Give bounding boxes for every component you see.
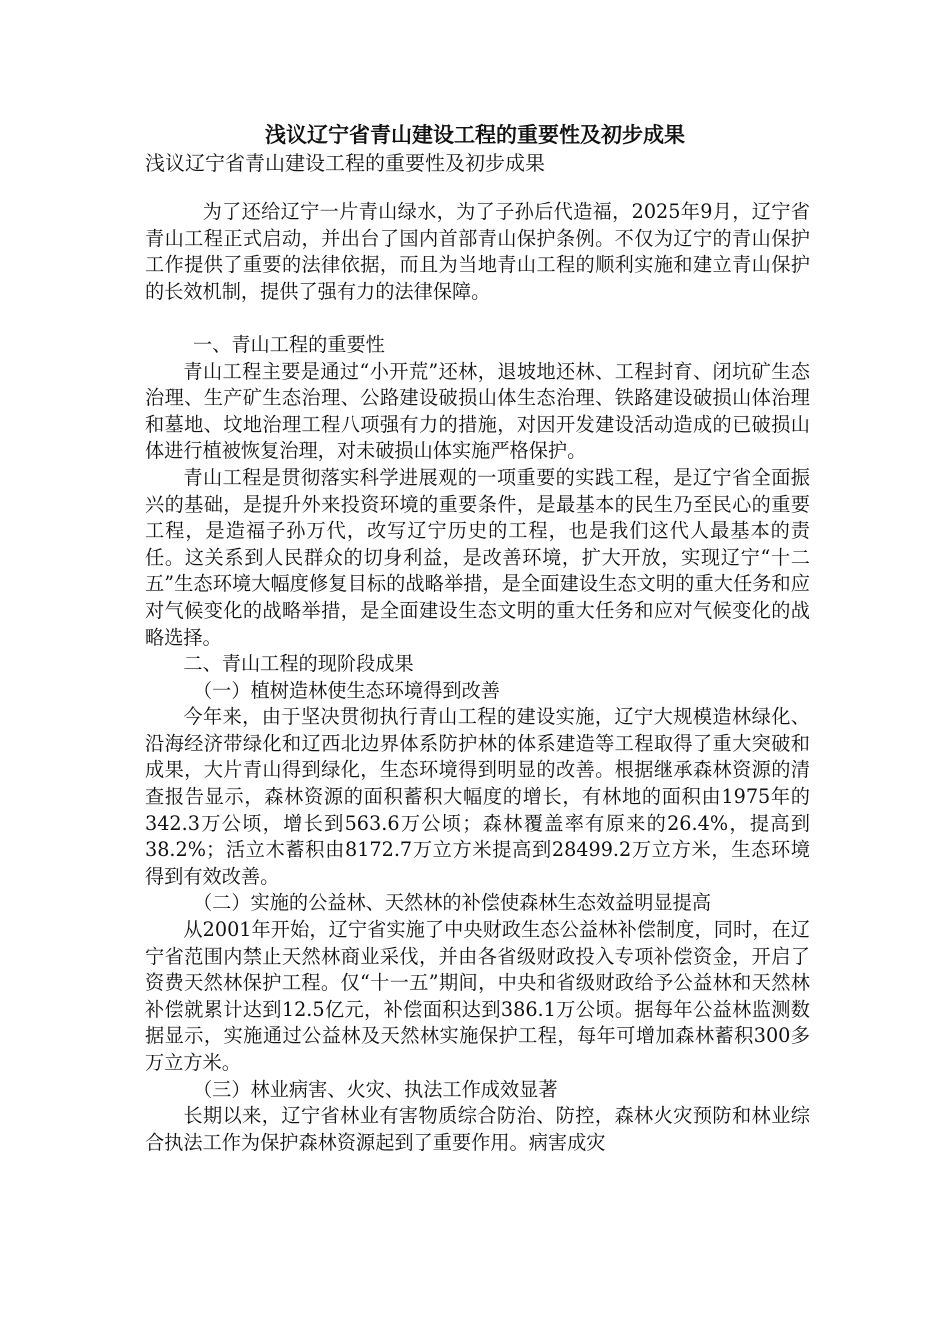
subsection-heading-2: （二）实施的公益林、天然林的补偿使森林生态效益明显提高 [193, 891, 712, 915]
intro-paragraph: 为了还给辽宁一片青山绿水，为了子孙后代造福，2025年9月，辽宁省青山工程正式启动，并出台了国内首部青山保护条例。不仅为辽宁的青山保护工作提供了重要的法律依据，而且为当地青山工程的顺利实施和建立青山保护的长效机制，提供了强有力的法律保障。 [145, 200, 810, 303]
paragraph-3: 今年来，由于坚决贯彻执行青山工程的建设实施，辽宁大规模造林绿化、沿海经济带绿化和辽西北边界体系防护林的体系建造等工程取得了重大突破和成果，大片青山得到绿化，生态环境得到明显的改善。根据继承森林资源的清查报告显示，森林资源的面积蓄积大幅度的增长，有林地的面积由1975年的342.3万公顷，增长到563.6万公顷；森林覆盖率有原来的26.4%，提高到38.2%；活立木蓄积由8172.7万立方米提高到28499.2万立方米，生态环境得到有效改善。 [145, 705, 810, 888]
paragraph-5: 长期以来，辽宁省林业有害物质综合防治、防控，森林火灾预防和林业综合执法工作为保护森林资源起到了重要作用。病害成灾 [145, 1104, 810, 1154]
document-body [145, 199, 810, 1156]
section-heading-2: 二、青山工程的现阶段成果 [183, 652, 414, 676]
paragraph-4: 从2001年开始，辽宁省实施了中央财政生态公益林补偿制度，同时，在辽宁省范围内禁止天然林商业采伐，并由各省级财政投入专项补偿资金，开启了资费天然林保护工程。仅“十一五”期间，中央和省级财政给予公益林和天然林补偿就累计达到12.5亿元，补偿面积达到386.1万公顷。据每年公益林监测数据显示，实施通过公益林及天然林实施保护工程，每年可增加森林蓄积300多万立方米。 [145, 918, 810, 1074]
document-title: 浅议辽宁省青山建设工程的重要性及初步成果 [265, 122, 685, 147]
subsection-heading-1: （一）植树造林使生态环境得到改善 [193, 678, 500, 702]
document-subtitle: 浅议辽宁省青山建设工程的重要性及初步成果 [145, 151, 545, 175]
subsection-heading-3: （三）林业病害、火灾、执法工作成效显著 [193, 1077, 558, 1101]
paragraph-2: 青山工程是贯彻落实科学进展观的一项重要的实践工程，是辽宁省全面振兴的基础，是提升外来投资环境的重要条件，是最基本的民生乃至民心的重要工程，是造福子孙万代，改写辽宁历史的工程，也是我们这代人最基本的责任。这关系到人民群众的切身利益，是改善环境，扩大开放，实现辽宁“十二五”生态环境大幅度修复目标的战略举措，是全面建设生态文明的重大任务和应对气候变化的战略举措，是全面建设生态文明的重大任务和应对气候变化的战略选择。 [145, 465, 810, 649]
paragraph-1: 青山工程主要是通过“小开荒”还林，退坡地还林、工程封育、闭坑矿生态治理、生产矿生态治理、公路建设破损山体生态治理、铁路建设破损山体治理和墓地、坟地治理工程八项强有力的措施，对因开发建设活动造成的已破损山体进行植被恢复治理，对未破损山体实施严格保护。 [145, 359, 810, 463]
section-heading-1: 一、青山工程的重要性 [193, 332, 385, 356]
blank-line [145, 305, 810, 332]
